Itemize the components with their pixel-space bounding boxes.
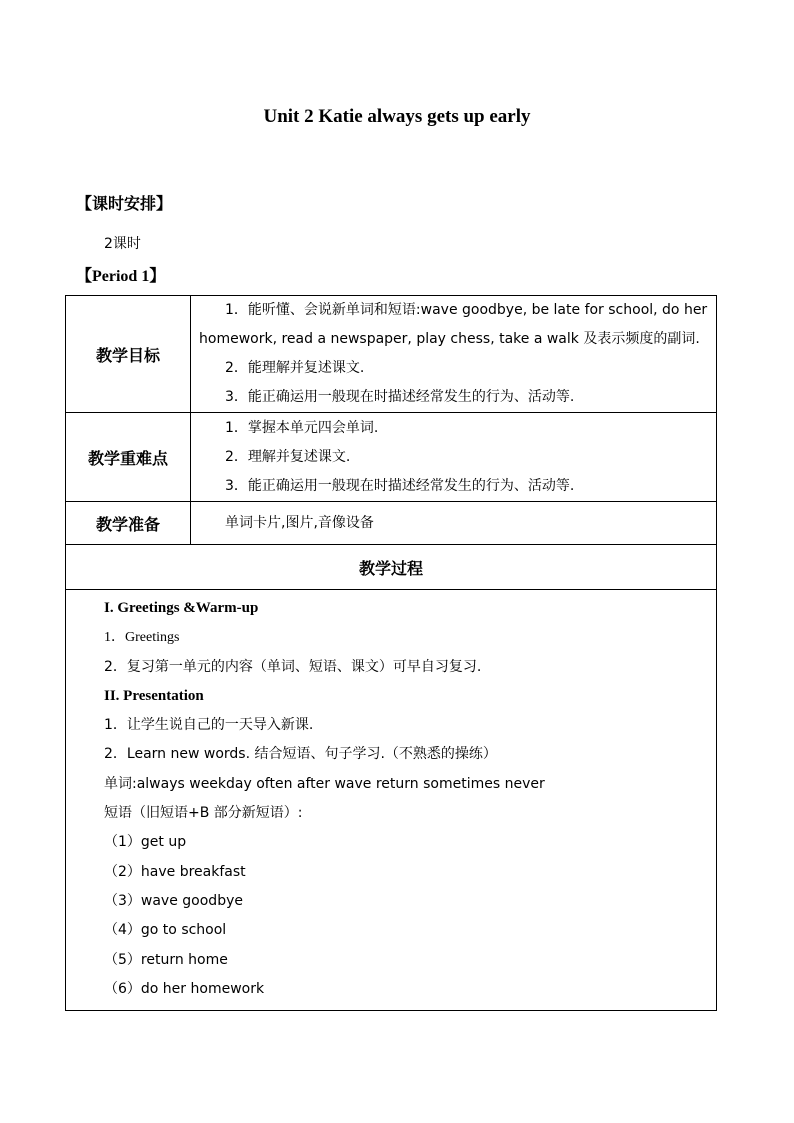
preparation-content (191, 502, 717, 545)
process-line: 短语（旧短语+B 部分新短语）: (104, 805, 303, 822)
process-body-row (66, 590, 717, 1011)
process-line: 2．复习第一单元的内容（单词、短语、课文）可早自习复习. (104, 658, 482, 675)
process-line: 2．Learn new words. 结合短语、句子学习.（不熟悉的操练） (104, 746, 497, 763)
process-line: 1．Greetings (104, 630, 180, 646)
process-body (66, 590, 717, 1011)
schedule-value: 2课时 (104, 236, 141, 252)
preparation-label: 教学准备 (66, 502, 191, 545)
lesson-plan-table (65, 295, 717, 1011)
key-points-row (66, 413, 717, 502)
objective-line: 3．能正确运用一般现在时描述经常发生的行为、活动等. (225, 389, 575, 405)
process-heading-row (66, 545, 717, 590)
objectives-label: 教学目标 (66, 296, 191, 413)
objective-line: homework, read a newspaper, play chess, take a walk 及表示频度的副词. (199, 331, 700, 347)
key-point-line: 2．理解并复述课文. (225, 448, 351, 465)
process-heading: 教学过程 (66, 545, 717, 590)
preparation-value: 单词卡片,图片,音像设备 (225, 514, 374, 531)
key-points-content (191, 413, 717, 502)
objectives-content (191, 296, 717, 413)
key-point-line: 1．掌握本单元四会单词. (225, 419, 379, 436)
process-line: II. Presentation (104, 687, 204, 704)
period-heading: 【Period 1】 (76, 268, 166, 285)
objective-line: 1．能听懂、会说新单词和短语:wave goodbye, be late for school, do her (225, 302, 708, 318)
objectives-row (66, 296, 717, 413)
process-line: （5）return home (104, 951, 228, 968)
document-title: Unit 2 Katie always gets up early (263, 106, 531, 127)
process-line: （6）do her homework (104, 980, 265, 997)
key-points-label: 教学重难点 (66, 413, 191, 502)
schedule-heading: 【课时安排】 (76, 194, 173, 213)
process-line: 单词:always weekday often after wave return sometimes never (104, 775, 545, 792)
key-point-line: 3．能正确运用一般现在时描述经常发生的行为、活动等. (225, 477, 575, 494)
process-line: （1）get up (104, 834, 187, 851)
preparation-row (66, 502, 717, 545)
process-line: （4）go to school (104, 922, 227, 939)
process-line: （3）wave goodbye (104, 892, 243, 909)
process-line: （2）have breakfast (104, 863, 246, 880)
process-line: 1．让学生说自己的一天导入新课. (104, 717, 314, 734)
objective-line: 2．能理解并复述课文. (225, 360, 365, 376)
process-line: I. Greetings &Warm-up (104, 600, 259, 616)
